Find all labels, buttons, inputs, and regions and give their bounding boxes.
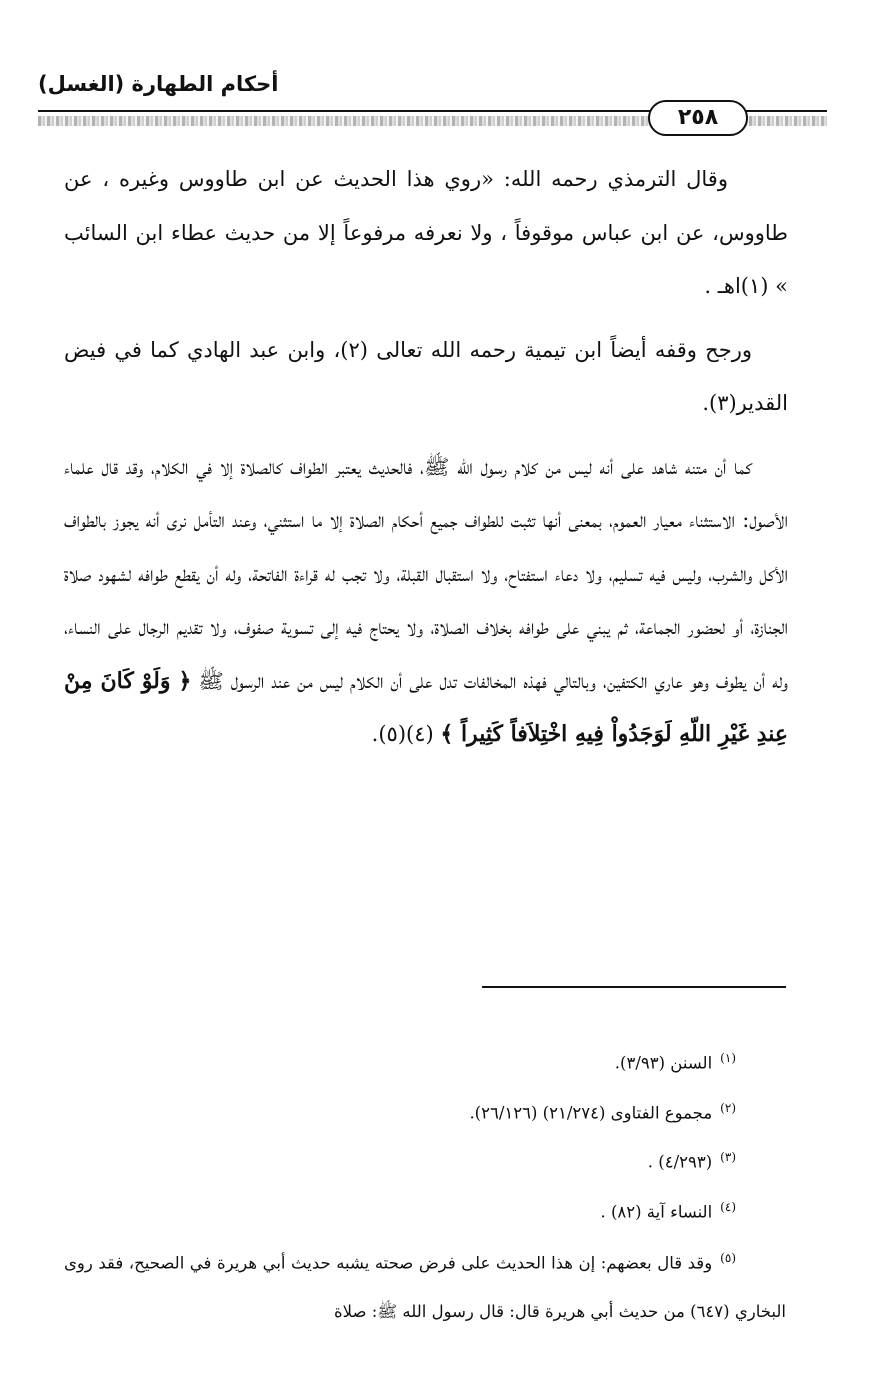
running-header-title: أحكام الطهارة (الغسل) [38, 72, 279, 96]
footnote-marker: (٢) [720, 1100, 736, 1115]
footnote-1 [64, 1036, 786, 1086]
paragraph-text-analysis [64, 441, 788, 762]
main-text [64, 153, 788, 772]
footnote-text: مجموع الفتاوى (٢١/٢٧٤) (٢٦/١٢٦). [469, 1103, 713, 1122]
footnote-separator [482, 986, 786, 988]
footnote-text: السنن (٣/٩٣). [614, 1053, 713, 1073]
footnote-text: (٤/٢٩٣) . [647, 1152, 713, 1172]
footnote-2 [64, 1086, 786, 1136]
paragraph-tirmidhi-quote: وقال الترمذي رحمه الله: «روي هذا الحديث عن ابن طاووس وغيره ، عن طاووس، عن ابن عباس موقوفاً ، ولا نعرفه مرفوعاً إلا من حديث عطاء ابن السائب » (١)اهـ . [64, 167, 788, 298]
page-number: ٢٥٨ [648, 100, 748, 136]
footnote-3 [64, 1135, 786, 1185]
verse-footnote-refs: (٤)(٥). [371, 722, 434, 746]
paragraph-ibn-taymiyyah: ورجح وقفه أيضاً ابن تيمية رحمه الله تعالى (٢)، وابن عبد الهادي كما في فيض القدير(٣). [64, 337, 788, 415]
footnote-5 [64, 1234, 786, 1336]
footnote-marker: (٣) [720, 1150, 736, 1164]
paragraph-text-analysis-body: كما أن متنه شاهد على أنه ليس من كلام رسول الله ﷺ، فالحديث يعتبر الطواف كالصلاة إلا في الكلام، وقد قال علماء الأصول: الاستثناء معيار العموم، بمعنى أنها تثبت للطواف جميع أحكام الصلاة إلا ما استثني، وعند التأمل نرى أنه يجوز بالطواف الأكل والشرب، وليس فيه تسليم، ولا دعاء استفتاح، ولا استقبال القبلة، ولا تجب له قراءة الفاتحة، وله أن يقطع طوافه لشهود صلاة الجنازة، أو لحضور الجماعة، ثم يبني على طوافه بخلاف الصلاة، ولا يحتاج فيه إلى تسوية صفوف، ولا تقديم الرجال على النساء، وله أن يطوف وهو عاري الكتفين، وبالتالي فهذه المخالفات تدل على أن الكلام ليس من عند الرسول ﷺ [64, 454, 788, 693]
footnote-4 [64, 1185, 786, 1235]
footnote-marker: (٤) [720, 1199, 736, 1214]
footnote-marker: (٥) [720, 1251, 736, 1265]
footnote-marker: (١) [720, 1051, 736, 1065]
quran-verse: ﴿ وَلَوْ كَانَ مِنْ عِندِ غَيْرِ اللّهِ لَوَجَدُواْ فِيهِ اخْتِلاَفاً كَثِيراً ﴾ [64, 667, 788, 747]
footnote-text: وقد قال بعضهم: إن هذا الحديث على فرض صحته يشبه حديث أبي هريرة في الصحيح، فقد روى البخاري (٦٤٧) من حديث أبي هريرة قال: قال رسول الله ﷺ: صلاة [64, 1253, 786, 1321]
footnote-text: النساء آية (٨٢) . [600, 1202, 713, 1221]
footnotes [64, 1036, 786, 1336]
